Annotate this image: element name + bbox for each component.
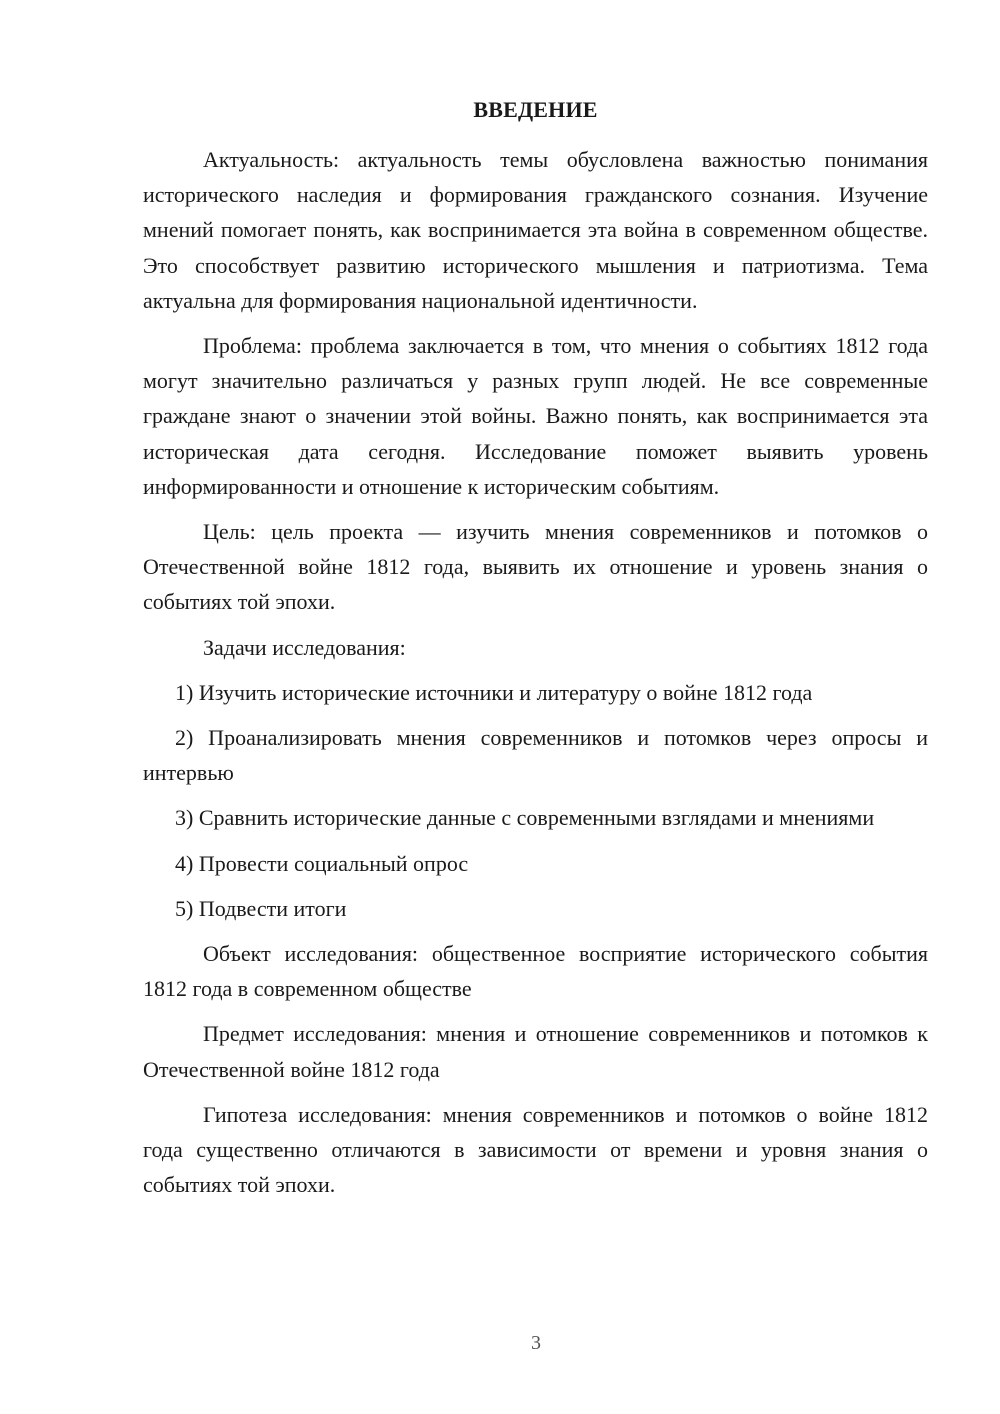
task-item-5: 5) Подвести итоги <box>175 895 347 921</box>
subject-paragraph: Предмет исследования: мнения и отношение современников и потомков к Отечественной войне 1812 года <box>143 1021 928 1082</box>
hypothesis-paragraph: Гипотеза исследования: мнения современников и потомков о войне 1812 года существенно отличаются в зависимости от времени и уровня знания о событиях той эпохи. <box>143 1101 928 1198</box>
page-number: 3 <box>531 1332 541 1354</box>
task-item-4: 4) Провести социальный опрос <box>175 850 469 876</box>
task-item-2: 2) Проанализировать мнения современников и потомков через опросы и интервью <box>143 725 928 786</box>
problem-paragraph: Проблема: проблема заключается в том, что мнения о событиях 1812 года могут значительно различаться у разных групп людей. Не все современные граждане знают о значении этой войны. Важно понять, как воспринимается эта историческая дата сегодня. Исследование поможет выявить уровень информированности и отношение к историческим событиям. <box>143 333 928 499</box>
object-paragraph: Объект исследования: общественное восприятие исторического события 1812 года в современном обществе <box>143 941 928 1002</box>
section-title: ВВЕДЕНИЕ <box>473 97 598 122</box>
goal-paragraph: Цель: цель проекта — изучить мнения современников и потомков о Отечественной войне 1812 года, выявить их отношение и уровень знания о событиях той эпохи. <box>143 519 928 615</box>
tasks-heading: Задачи исследования: <box>203 634 406 660</box>
relevance-paragraph: Актуальность: актуальность темы обусловлена важностью понимания исторического наследия и формирования гражданского сознания. Изучение мнений помогает понять, как воспринимается эта война в современном обществе. Это способствует развитию исторического мышления и патриотизма. Тема актуальна для формирования национальной идентичности. <box>143 147 928 313</box>
task-item-1: 1) Изучить исторические источники и литературу о войне 1812 года <box>175 679 813 705</box>
document-page <box>143 94 928 1212</box>
task-item-3: 3) Сравнить исторические данные с современными взглядами и мнениями <box>175 805 875 831</box>
